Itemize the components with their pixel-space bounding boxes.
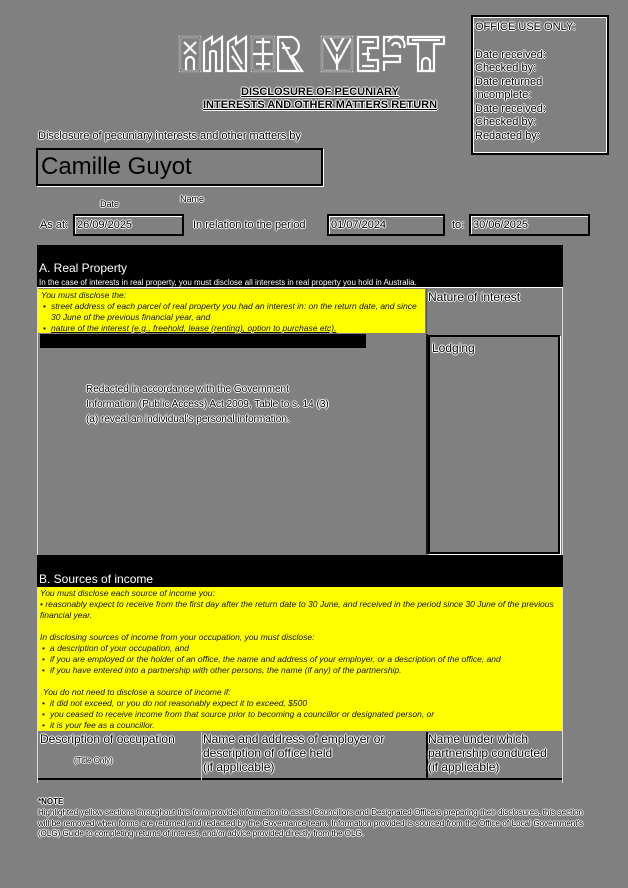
column-subheader: (if applicable) <box>428 760 500 774</box>
section-a-title: A. Real Property <box>39 261 128 275</box>
column-header: description of office held <box>203 746 333 760</box>
to-label: to: <box>452 219 465 231</box>
column-subheader: (Title Only) <box>74 756 113 765</box>
period-to-field[interactable]: 30/06/2025 <box>469 214 590 236</box>
title-line-1: DISCLOSURE OF PECUNIARY <box>241 86 399 98</box>
office-use-box <box>471 15 609 155</box>
section-a-guidance <box>38 289 425 333</box>
column-header: Description of occupation <box>40 732 175 746</box>
date-caption: Date <box>100 199 120 209</box>
divider <box>426 289 427 333</box>
to-text: to <box>452 219 462 231</box>
redaction-bar <box>40 334 366 348</box>
logo-icon <box>178 34 450 74</box>
discloser-label: Disclosure of pecuniary interests and other matters by <box>38 130 301 142</box>
note-heading: *NOTE <box>38 797 64 806</box>
column-employer <box>203 732 423 778</box>
note-body: Highlighted yellow sections throughout this form provide information to assist Councillors and Designated Officers preparing their disclosures, this section will be removed when forms are returned and redacted by the Governance team. Information provided is sourced from the Office of Local Government's (OLG) Guide to completing returns of interest, and/or advice provided directly from the OLG. <box>38 808 583 838</box>
redaction-note: Redacted in accordance with the Government Information (Public Access) Act 2009, Table to s. 14 (3) (a) reveal an individual's personal information. <box>86 384 329 425</box>
section-a-subtitle: In the case of interests in real property, you must disclose all interests in real property you hold in Australia. <box>37 277 563 288</box>
form-title <box>170 86 470 112</box>
column-subheader: (if applicable) <box>203 760 275 774</box>
as-at-label: As at: <box>40 219 69 231</box>
section-b-title: B. Sources of income <box>39 572 154 586</box>
occupation-item: • if you are employed or the holder of an office, the name and address of your employer, or a description of the office, and <box>50 654 560 665</box>
column-header: Name under which <box>428 732 529 746</box>
income-intro: You must disclose each source of income you: <box>40 588 215 598</box>
column-divider <box>201 732 202 780</box>
office-use-heading: OFFICE USE ONLY: <box>475 21 576 33</box>
as-at-date-field[interactable]: 26/09/2025 <box>73 214 184 236</box>
section-b-guidance <box>38 587 562 731</box>
exempt-intro: You do not need to disclose a source of income if: <box>43 687 231 697</box>
guidance-item: • nature of the interest (e.g., freehold, lease (renting), option to purchase etc). <box>51 323 422 334</box>
guidance-intro: You must disclose the: <box>41 290 127 300</box>
occupation-item: • a description of your occupation, and <box>50 643 560 654</box>
inner-west-logo <box>178 34 450 74</box>
office-field-date-received: Date received: <box>475 48 546 61</box>
office-field-incomplete: incomplete: <box>475 89 532 101</box>
exempt-item: • you ceased to receive income from that source prior to becoming a councillor or designated person, or <box>50 709 560 720</box>
nature-of-interest-field[interactable]: Lodging <box>428 335 560 554</box>
period-from-field[interactable]: 01/07/2024 <box>327 214 445 236</box>
occupation-intro: In disclosing sources of income from your occupation, you must disclose: <box>40 632 315 642</box>
exempt-item: • it did not exceed, or you do not reasonably expect it to exceed, $500 <box>50 698 560 709</box>
occupation-item: • if you have entered into a partnership with other persons, the name (if any) of the partnership. <box>50 665 560 676</box>
column-header: partnership conducted <box>428 746 547 760</box>
discloser-name-field[interactable]: Camille Guyot <box>36 148 323 186</box>
column-occupation <box>40 732 200 778</box>
office-field-date-returned: Date returned <box>475 75 543 88</box>
title-line-2: INTERESTS AND OTHER MATTERS RETURN <box>202 99 438 111</box>
exempt-item: • it is your fee as a councillor. <box>50 720 560 731</box>
office-field-checked-by: Checked by: <box>475 62 537 74</box>
office-field-redacted-by: Redacted by: <box>475 129 540 142</box>
income-intro-item: • reasonably expect to receive from the first day after the return date to 30 June, and received in the period since 30 June of the previous financial year. <box>40 599 554 620</box>
column-header: Name and address of employer or <box>203 732 385 746</box>
office-field-date-received-2: Date received: <box>475 102 546 115</box>
office-field-checked-by-2: Checked by: <box>475 116 537 128</box>
period-label: In relation to the period <box>193 219 306 231</box>
nature-of-interest-header: Nature of interest <box>428 290 521 304</box>
as-at-text: As at <box>40 219 66 231</box>
guidance-item: • street address of each parcel of real property you had an interest in: on the return date, and since 30 June of the previous financial year, and <box>51 301 422 323</box>
name-caption: Name <box>180 194 205 204</box>
column-partnership <box>428 732 558 778</box>
